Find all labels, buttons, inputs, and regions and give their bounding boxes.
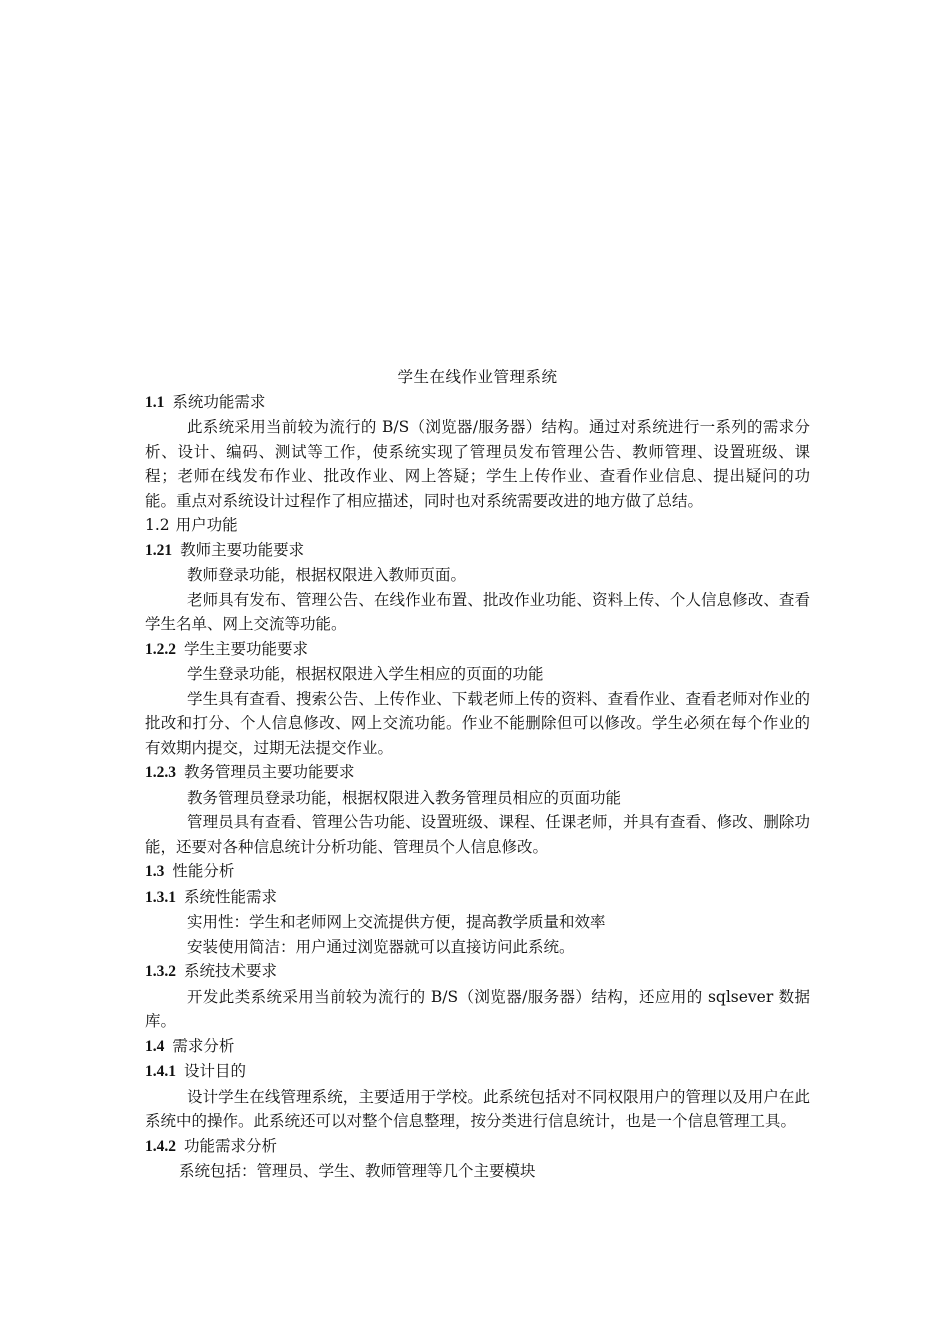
section-heading-1-4	[145, 1034, 810, 1060]
paragraph: 教师登录功能，根据权限进入教师页面。	[187, 566, 467, 584]
section-heading-1-1	[145, 390, 810, 416]
paragraph: 设计学生在线管理系统，主要适用于学校。此系统包括对不同权限用户的管理以及用户在此系统中的操作。此系统还可以对整个信息整理，按分类进行信息统计，也是一个信息管理工具。	[145, 1087, 810, 1130]
section-number: 1.4.1	[145, 1063, 176, 1080]
document-body	[145, 365, 810, 1184]
section-number: 1.2.3	[145, 764, 176, 781]
section-title: 系统功能需求	[172, 392, 266, 411]
section-title: 系统技术要求	[184, 962, 278, 980]
section-title: 学生主要功能要求	[184, 639, 309, 658]
paragraph: 学生具有查看、搜索公告、上传作业、下载老师上传的资料、查看作业、查看老师对作业的批改和打分、个人信息修改、网上交流功能。作业不能删除但可以修改。学生必须在每个作业的有效期内提交，过期无法提交作业。	[145, 689, 810, 757]
section-title: 教师主要功能要求	[180, 540, 305, 559]
section-title: 用户功能	[175, 516, 238, 534]
section-number: 1.2	[145, 516, 170, 534]
section-number: 1.1	[145, 393, 165, 411]
document-title: 学生在线作业管理系统	[397, 368, 558, 386]
section-heading-1-4-1	[145, 1059, 810, 1085]
section-heading-1-3-1	[145, 885, 810, 911]
paragraph: 老师具有发布、管理公告、在线作业布置、批改作业功能、资料上传、个人信息修改、查看学生名单、网上交流等功能。	[145, 590, 810, 633]
section-title: 功能需求分析	[184, 1136, 278, 1155]
paragraph: 开发此类系统采用当前较为流行的 B/S（浏览器/服务器）结构，还应用的 sqlsever 数据库。	[145, 987, 810, 1030]
section-title: 教务管理员主要功能要求	[184, 763, 355, 781]
section-heading-1-2	[145, 513, 810, 538]
section-number: 1.2.2	[145, 640, 176, 658]
section-heading-1-2-2	[145, 637, 810, 663]
section-heading-1-4-2	[145, 1134, 810, 1160]
section-heading-1-3	[145, 859, 810, 885]
section-number: 1.3	[145, 863, 165, 880]
paragraph: 教务管理员登录功能，根据权限进入教务管理员相应的页面功能	[187, 788, 622, 807]
section-number: 1.3.1	[145, 888, 176, 906]
section-title: 系统性能需求	[184, 887, 278, 906]
paragraph: 安装使用简洁：用户通过浏览器就可以直接访问此系统。	[187, 937, 575, 956]
paragraph: 管理员具有查看、管理公告功能、设置班级、课程、任课老师，并具有查看、修改、删除功能，还要对各种信息统计分析功能、管理员个人信息修改。	[145, 813, 810, 856]
section-title: 性能分析	[172, 862, 235, 880]
paragraph: 系统包括：管理员、学生、教师管理等几个主要模块	[179, 1162, 536, 1180]
paragraph: 此系统采用当前较为流行的 B/S（浏览器/服务器）结构。通过对系统进行一系列的需求分析、设计、编码、测试等工作，使系统实现了管理员发布管理公告、教师管理、设置班级、课程；老师在线发布作业、批改作业、网上答疑；学生上传作业、查看作业信息、提出疑问的功能。重点对系统设计过程作了相应描述，同时也对系统需要改进的地方做了总结。	[145, 418, 810, 510]
section-heading-1-2-3	[145, 760, 810, 786]
section-number: 1.4	[145, 1037, 165, 1055]
paragraph: 实用性：学生和老师网上交流提供方便，提高教学质量和效率	[187, 913, 606, 931]
section-number: 1.3.2	[145, 963, 176, 980]
section-title: 需求分析	[172, 1036, 235, 1055]
section-number: 1.21	[145, 541, 173, 559]
section-number: 1.4.2	[145, 1137, 176, 1155]
section-heading-1-3-2	[145, 959, 810, 985]
section-title: 设计目的	[184, 1062, 247, 1080]
section-heading-1-21	[145, 538, 810, 564]
paragraph: 学生登录功能，根据权限进入学生相应的页面的功能	[187, 665, 544, 683]
